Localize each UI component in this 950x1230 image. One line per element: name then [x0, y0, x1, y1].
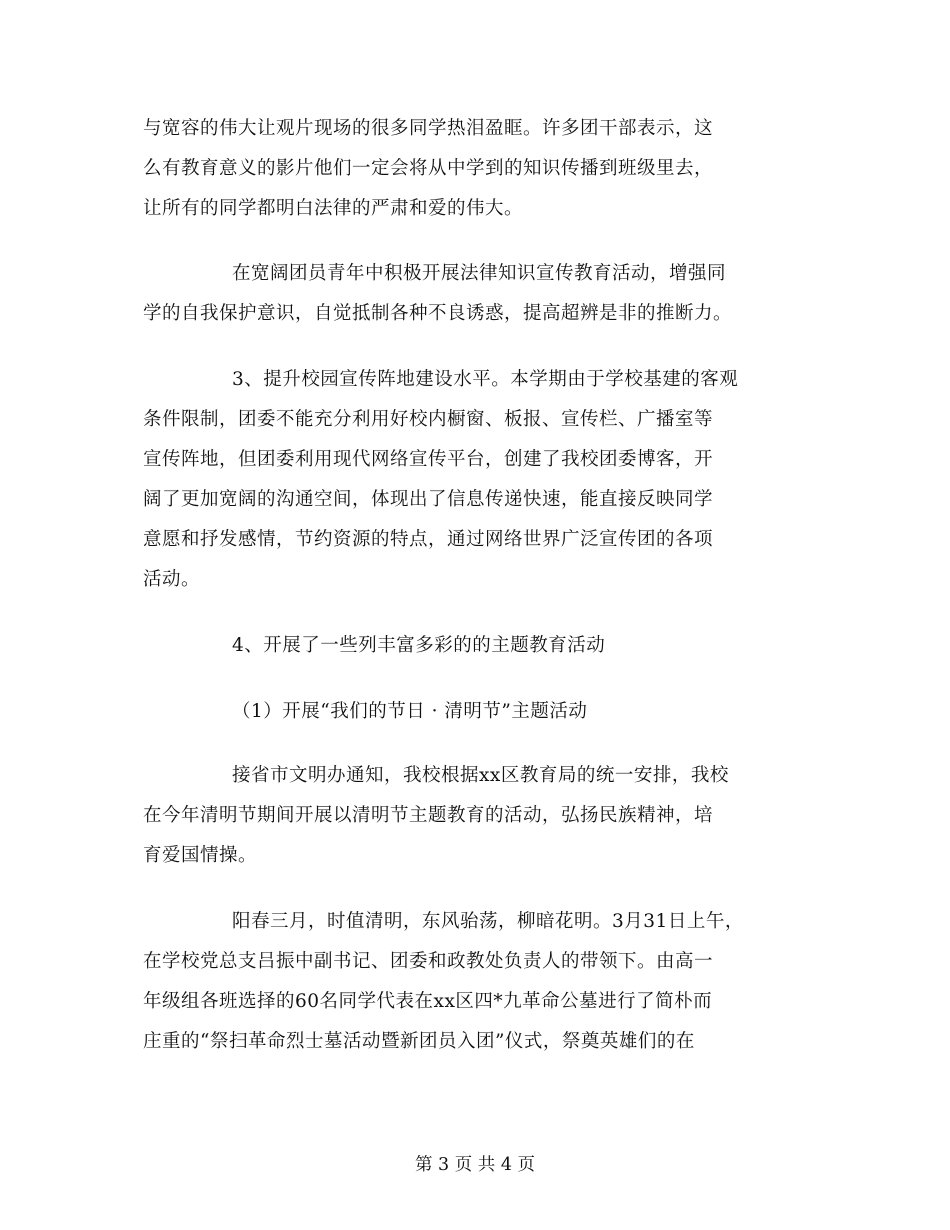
subsection-heading: （1）开展“我们的节日 · 清明节”主题活动 — [232, 701, 588, 722]
paragraph-line: 在学校党总支吕振中副书记、团委和政教处负责人的带领下。由高一 — [143, 951, 714, 972]
paragraph-line: 让所有的同学都明白法律的严肃和爱的伟大。 — [143, 198, 524, 219]
paragraph-line: 阔了更加宽阔的沟通空间，体现出了信息传递快速，能直接反映同学 — [143, 489, 714, 510]
section-heading: 4、开展了一些列丰富多彩的的主题教育活动 — [232, 635, 606, 656]
page-number-footer: 第 3 页 共 4 页 — [414, 1155, 536, 1175]
paragraph-line: 3、提升校园宣传阵地建设水平。本学期由于学校基建的客观 — [232, 369, 739, 390]
paragraph-line: 年级组各班选择的60名同学代表在xx区四*九革命公墓进行了简朴而 — [143, 991, 713, 1012]
paragraph-line: 学的自我保护意识，自觉抵制各种不良诱惑，提高超辨是非的推断力。 — [143, 303, 733, 324]
paragraph-line: 宣传阵地，但团委利用现代网络宣传平台，创建了我校团委博客，开 — [143, 449, 714, 470]
paragraph-line: 阳春三月，时值清明，东风骀荡，柳暗花明。3月31日上午， — [232, 911, 744, 932]
paragraph-line: 意愿和抒发感情，节约资源的特点，通过网络世界广泛宣传团的各项 — [143, 529, 714, 550]
paragraph-line: 在宽阔团员青年中积极开展法律知识宣传教育活动，增强同 — [232, 263, 727, 284]
paragraph-line: 么有教育意义的影片他们一定会将从中学到的知识传播到班级里去， — [143, 158, 714, 179]
paragraph-line: 活动。 — [143, 569, 201, 590]
paragraph-line: 与宽容的伟大让观片现场的很多同学热泪盈眶。许多团干部表示，这 — [143, 118, 714, 139]
paragraph-line: 育爱国情操。 — [143, 845, 258, 866]
paragraph-line: 庄重的“祭扫革命烈士墓活动暨新团员入团”仪式，祭奠英雄们的在 — [143, 1031, 695, 1052]
paragraph-line: 条件限制，团委不能充分利用好校内橱窗、板报、宣传栏、广播室等 — [143, 409, 714, 430]
paragraph-line: 接省市文明办通知，我校根据xx区教育局的统一安排，我校 — [232, 765, 729, 786]
paragraph-line: 在今年清明节期间开展以清明节主题教育的活动，弘扬民族精神，培 — [143, 805, 714, 826]
